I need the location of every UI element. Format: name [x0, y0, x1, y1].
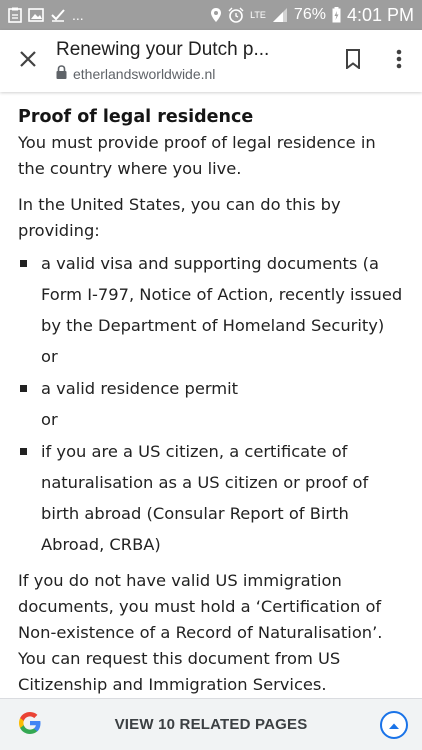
- expand-up-icon: [388, 715, 400, 734]
- view-related-pages-label[interactable]: VIEW 10 RELATED PAGES: [114, 716, 308, 733]
- close-icon: [19, 50, 37, 72]
- url-text: etherlandsworldwide.nl: [73, 65, 216, 82]
- closing-paragraph: If you do not have valid US immigration documents, you must hold a ‘Certification of Non-existence of a Record of Naturalisation’. You can request this document from US Citizenship and Immigration Services.: [18, 571, 383, 694]
- requirements-list: [18, 248, 404, 560]
- close-button[interactable]: [0, 30, 56, 92]
- article-content[interactable]: [0, 92, 422, 698]
- image-icon: [28, 8, 44, 22]
- clipboard-icon: [8, 7, 22, 23]
- clock: 4:01 PM: [346, 4, 414, 25]
- system-icons: [210, 5, 414, 26]
- more-vert-icon: [396, 49, 402, 73]
- status-bar: [0, 0, 422, 30]
- list-item: if you are a US citizen, a certificate of naturalisation as a US citizen or proof of birth abroad (Consular Report of Birth Abroad, CRBA): [18, 436, 404, 560]
- or-separator: or: [41, 410, 58, 429]
- title-block[interactable]: [56, 39, 330, 83]
- list-item: a valid visa and supporting documents (a Form I-797, Notice of Action, recently issued by the Department of Homeland Security): [18, 248, 404, 341]
- more-notifications-icon: ...: [72, 7, 84, 23]
- expand-button[interactable]: [380, 711, 408, 739]
- list-item: a valid residence permit: [18, 373, 404, 404]
- intro-paragraph: You must provide proof of legal residence in the country where you live.: [18, 133, 376, 178]
- alarm-icon: [228, 7, 244, 23]
- related-pages-bar[interactable]: [0, 698, 422, 750]
- or-separator: or: [41, 347, 58, 366]
- url-row: [56, 64, 330, 83]
- page-title: Renewing your Dutch p...: [56, 39, 270, 60]
- lock-icon: [56, 64, 67, 83]
- overflow-menu-button[interactable]: [376, 30, 422, 92]
- bookmark-button[interactable]: [330, 30, 376, 92]
- section-heading: Proof of legal residence: [18, 107, 254, 127]
- network-type: LTE: [250, 9, 266, 20]
- battery-percent: 76%: [293, 6, 326, 23]
- signal-icon: [272, 7, 288, 23]
- us-intro-paragraph: In the United States, you can do this by providing:: [18, 195, 341, 240]
- check-icon: [50, 8, 66, 22]
- custom-tab-toolbar: [0, 30, 422, 92]
- location-icon: [210, 7, 222, 23]
- google-g-logo: [18, 711, 42, 739]
- battery-icon: [332, 7, 341, 23]
- notification-icons: [8, 7, 84, 23]
- bookmark-icon: [345, 49, 361, 73]
